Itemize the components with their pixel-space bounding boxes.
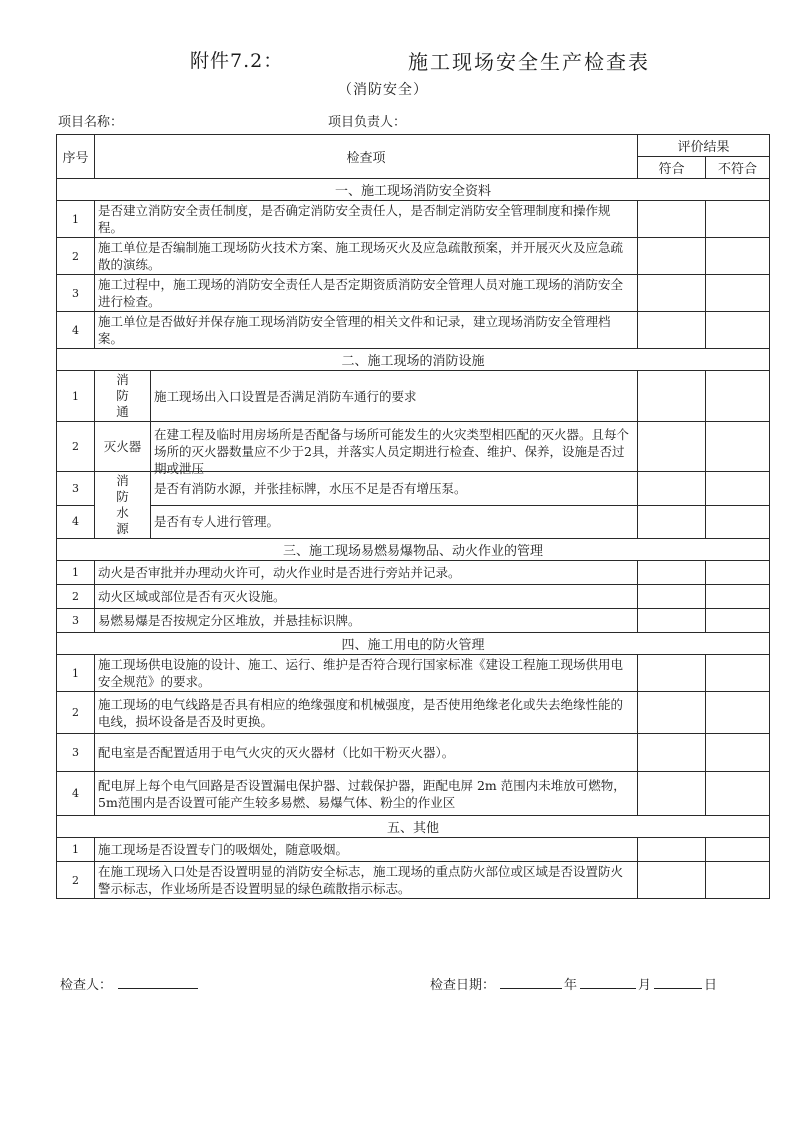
fail-cell[interactable]: [705, 312, 769, 349]
check-item-text: 配电屏上每个电气回路是否设置漏电保护器、过载保护器，距配电屏 2m 范围内未堆放可燃物，5m范围内是否设置可能产生较多易燃、易爆气体、粉尘的作业区: [95, 772, 638, 816]
table-row: [57, 201, 770, 238]
header-fail: 不符合: [705, 157, 769, 179]
pass-cell[interactable]: [637, 312, 705, 349]
day-field[interactable]: [654, 974, 702, 989]
pass-cell[interactable]: [637, 772, 705, 816]
title-row: [0, 46, 800, 76]
month-label: 月: [638, 978, 652, 993]
row-number: 1: [57, 561, 95, 585]
table-row: [57, 772, 770, 816]
month-field[interactable]: [580, 974, 636, 989]
pass-cell[interactable]: [637, 561, 705, 585]
check-item-text: 是否有专人进行管理。: [151, 505, 638, 539]
row-number: 2: [57, 862, 95, 899]
row-number: 3: [57, 275, 95, 312]
section-title: 五、其他: [57, 816, 770, 838]
header-pass: 符合: [637, 157, 705, 179]
table-row: [57, 312, 770, 349]
page-title: 施工现场安全生产检查表: [408, 50, 650, 74]
section-title: 三、施工现场易燃易爆物品、动火作业的管理: [57, 539, 770, 561]
fail-cell[interactable]: [705, 275, 769, 312]
section-title: 四、施工用电的防火管理: [57, 633, 770, 655]
table-row: [57, 655, 770, 692]
check-item-text: 易燃易爆是否按规定分区堆放，并悬挂标识牌。: [95, 609, 638, 633]
check-item-text: 施工单位是否做好并保存施工现场消防安全管理的相关文件和记录，建立现场消防安全管理档案。: [95, 312, 638, 349]
year-field[interactable]: [500, 974, 562, 989]
row-number: 1: [57, 201, 95, 238]
pass-cell[interactable]: [637, 201, 705, 238]
day-label: 日: [704, 978, 718, 993]
fail-cell[interactable]: [705, 585, 769, 609]
category-label: 灭火器: [95, 422, 151, 472]
row-number: 2: [57, 585, 95, 609]
category-fire-lane: [95, 371, 151, 422]
check-item-text: 施工现场供电设施的设计、施工、运行、维护是否符合现行国家标准《建设工程施工现场供用电安全规范》的要求。: [95, 655, 638, 692]
table-row: [57, 472, 770, 506]
table-row: [57, 692, 770, 734]
inspector-label: 检查人：: [60, 978, 113, 993]
check-item-text: 施工现场出入口设置是否满足消防车通行的要求: [151, 371, 638, 422]
fail-cell[interactable]: [705, 201, 769, 238]
check-item-text: 配电室是否配置适用于电气火灾的灭火器材（比如干粉灭火器）。: [95, 734, 638, 772]
fail-cell[interactable]: [705, 838, 769, 862]
fail-cell[interactable]: [705, 505, 769, 539]
pass-cell[interactable]: [637, 275, 705, 312]
row-number: 2: [57, 422, 95, 472]
pass-cell[interactable]: [637, 238, 705, 275]
row-number: 2: [57, 238, 95, 275]
pass-cell[interactable]: [637, 585, 705, 609]
check-item-text: 在施工现场入口处是否设置明显的消防安全标志，施工现场的重点防火部位或区域是否设置防火警示标志，作业场所是否设置明显的绿色疏散指示标志。: [98, 864, 624, 896]
row-number: 1: [57, 838, 95, 862]
check-item-cell: [95, 862, 638, 899]
row-number: 2: [57, 692, 95, 734]
fail-cell[interactable]: [705, 692, 769, 734]
category-water-source: [95, 472, 151, 539]
check-item-text: 在建工程及临时用房场所是否配备与场所可能发生的火灾类型相匹配的灭火器。且每个场所的灭火器数量应不少于2具，并落实人员定期进行检查、维护、保养，设施是否过期或泄压: [154, 426, 630, 476]
row-number: 4: [57, 772, 95, 816]
inspector-field[interactable]: [118, 974, 198, 989]
check-item-text: 动火是否审批并办理动火许可，动火作业时是否进行旁站并记录。: [95, 561, 638, 585]
fail-cell[interactable]: [705, 371, 769, 422]
pass-cell[interactable]: [637, 838, 705, 862]
inspection-date-label: 检查日期：: [430, 978, 496, 993]
row-number: 1: [57, 655, 95, 692]
table-row: [57, 561, 770, 585]
attachment-label: 附件7.2：: [190, 50, 284, 72]
category-label: 消防水源: [116, 473, 129, 536]
row-number: 3: [57, 472, 95, 506]
pass-cell[interactable]: [637, 692, 705, 734]
fail-cell[interactable]: [705, 472, 769, 506]
check-item-text: 施工单位是否编制施工现场防火技术方案、施工现场灭火及应急疏散预案，并开展灭火及应急疏散的演练。: [95, 238, 638, 275]
check-item-text: 施工过程中，施工现场的消防安全责任人是否定期资质消防安全管理人员对施工现场的消防安全进行检查。: [95, 275, 638, 312]
page-subtitle: （消防安全）: [338, 82, 428, 98]
table-row: [57, 422, 770, 472]
check-item-text: 是否建立消防安全责任制度，是否确定消防安全责任人，是否制定消防安全管理制度和操作规程。: [95, 201, 638, 238]
table-row: [57, 585, 770, 609]
category-label: 消防通: [116, 372, 129, 419]
fail-cell[interactable]: [705, 734, 769, 772]
pass-cell[interactable]: [637, 655, 705, 692]
fail-cell[interactable]: [705, 862, 769, 899]
row-number: 3: [57, 609, 95, 633]
project-leader-label: 项目负责人：: [328, 115, 407, 130]
fail-cell[interactable]: [705, 609, 769, 633]
fail-cell[interactable]: [705, 655, 769, 692]
check-item-text: 施工现场的电气线路是否具有相应的绝缘强度和机械强度，是否使用绝缘老化或失去绝缘性能的电线，损坏设备是否及时更换。: [95, 692, 638, 734]
header-no: 序号: [57, 135, 95, 179]
table-row: [57, 609, 770, 633]
fail-cell[interactable]: [705, 422, 769, 472]
check-item-text: 动火区域或部位是否有灭火设施。: [95, 585, 638, 609]
fail-cell[interactable]: [705, 561, 769, 585]
inspection-table: [56, 134, 770, 899]
row-number: 1: [57, 371, 95, 422]
header-result: 评价结果: [637, 135, 769, 157]
pass-cell[interactable]: [637, 609, 705, 633]
year-label: 年: [564, 978, 578, 993]
row-number: 3: [57, 734, 95, 772]
pass-cell[interactable]: [637, 734, 705, 772]
table-row: [57, 505, 770, 539]
table-row: [57, 371, 770, 422]
row-number: 4: [57, 312, 95, 349]
section-title: 二、施工现场的消防设施: [57, 349, 770, 371]
check-item-text: 施工现场是否设置专门的吸烟处，随意吸烟。: [95, 838, 638, 862]
section-title: 一、施工现场消防安全资料: [57, 179, 770, 201]
pass-cell[interactable]: [637, 862, 705, 899]
pass-cell[interactable]: [637, 505, 705, 539]
table-row: [57, 275, 770, 312]
table-row: [57, 862, 770, 899]
pass-cell[interactable]: [637, 472, 705, 506]
fail-cell[interactable]: [705, 772, 769, 816]
project-name-label: 项目名称：: [58, 115, 124, 130]
pass-cell[interactable]: [637, 371, 705, 422]
fail-cell[interactable]: [705, 238, 769, 275]
check-item-cell: [151, 422, 638, 476]
table-row: [57, 838, 770, 862]
table-row: [57, 238, 770, 275]
pass-cell[interactable]: [637, 422, 705, 472]
row-number: 4: [57, 505, 95, 539]
header-item: 检查项: [95, 135, 638, 179]
check-item-text: 是否有消防水源，并张挂标牌，水压不足是否有增压泵。: [151, 472, 638, 506]
table-row: [57, 734, 770, 772]
